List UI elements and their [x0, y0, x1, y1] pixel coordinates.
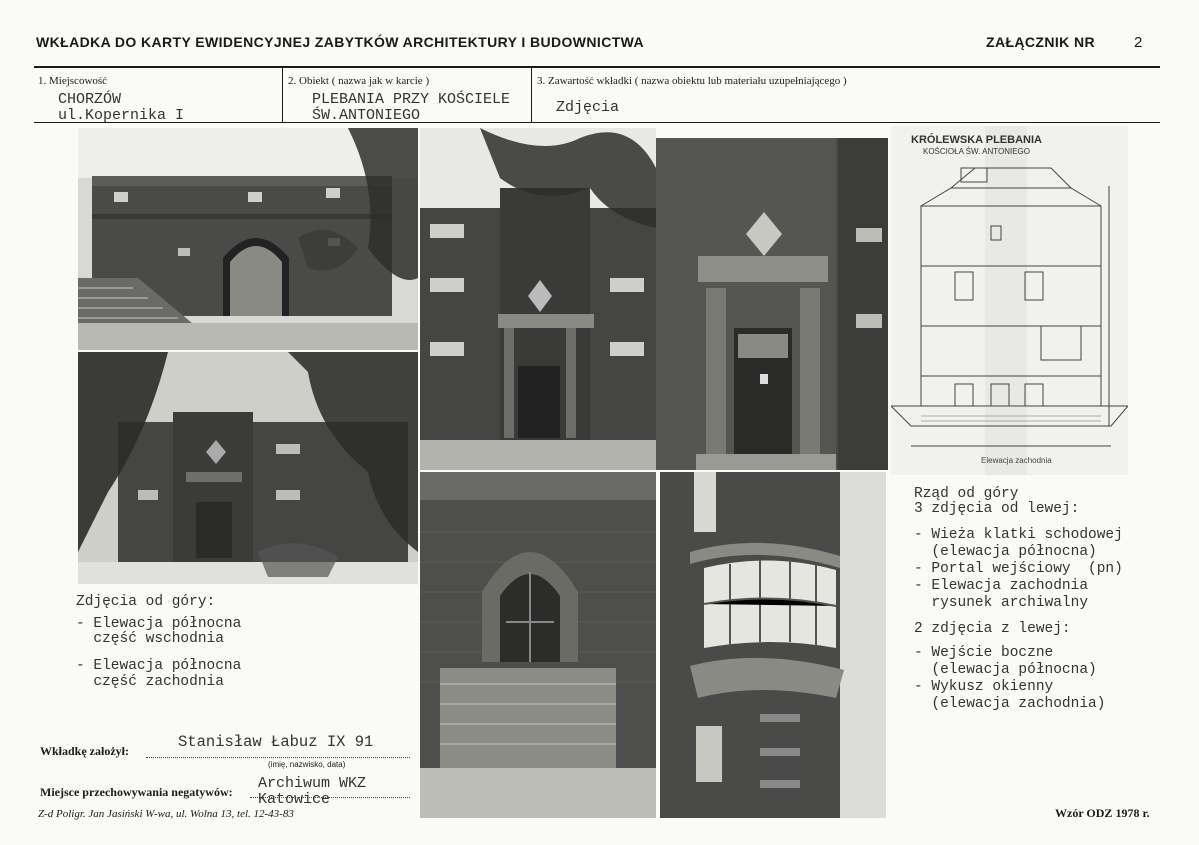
field-2-line-2: ŚW.ANTONIEGO: [312, 107, 421, 124]
caption-right-line-1: Rząd od góry: [914, 486, 1019, 502]
caption-right-line-5: - Portal wejściowy (pn): [914, 561, 1123, 577]
founder-hint: (imię, nazwisko, data): [268, 760, 346, 769]
field-2-line-1: PLEBANIA PRZY KOŚCIELE: [312, 91, 511, 108]
caption-right-line-3: - Wieża klatki schodowej: [914, 527, 1123, 543]
founder-dotline: [146, 757, 410, 758]
document-title: WKŁADKA DO KARTY EWIDENCYJNEJ ZABYTKÓW ARCHITEKTURY I BUDOWNICTWA: [36, 34, 645, 50]
caption-right-line-10: (elewacja północna): [914, 662, 1097, 678]
photo-bay-window: [660, 472, 886, 818]
field-3-label: 3. Zawartość wkładki ( nazwa obiektu lub materiału uzupełniającego ): [537, 75, 847, 87]
caption-right-line-2: 3 zdjęcia od lewej:: [914, 501, 1080, 517]
photo-north-elevation-east: [78, 128, 418, 350]
drawing-note: Elewacja zachodnia: [981, 456, 1052, 465]
founder-label: Wkładkę założył:: [40, 744, 129, 758]
caption-right-line-11: - Wykusz okienny: [914, 679, 1054, 695]
drawing-title: KRÓLEWSKA PLEBANIA: [911, 134, 1042, 146]
photo-side-entrance: [420, 472, 656, 818]
caption-left-heading: Zdjęcia od góry:: [76, 594, 216, 610]
caption-right-line-8: 2 zdjęcia z lewej:: [914, 621, 1071, 637]
caption-right-line-9: - Wejście boczne: [914, 645, 1054, 661]
header-rule-bottom: [34, 122, 1160, 123]
photo-north-elevation-west: [78, 352, 418, 584]
printer-info: Z-d Poligr. Jan Jasiński W-wa, ul. Wolna 13, tel. 12-43-83: [38, 808, 294, 820]
caption-right-line-7: rysunek archiwalny: [914, 595, 1089, 611]
caption-right-line-4: (elewacja północna): [914, 544, 1097, 560]
photo-entrance-portal: [656, 138, 888, 470]
storage-line-2: Katowice: [258, 791, 331, 808]
field-1-label: 1. Miejscowość: [38, 75, 108, 87]
archive-drawing-west-elevation: [891, 126, 1128, 475]
caption-left-item-2-line-2: część zachodnia: [76, 674, 224, 690]
field-1-line-1: CHORZÓW: [58, 91, 122, 108]
caption-left-item-1-line-1: - Elewacja północna: [76, 616, 242, 632]
annex-label: ZAŁĄCZNIK NR: [986, 34, 1096, 50]
form-code: Wzór ODZ 1978 r.: [1055, 806, 1150, 820]
caption-left-item-2-line-1: - Elewacja północna: [76, 658, 242, 674]
caption-left-item-1-line-2: część wschodnia: [76, 631, 224, 647]
field-divider-1: [282, 68, 283, 122]
field-divider-2: [531, 68, 532, 122]
drawing-subtitle: KOŚCIOŁA ŚW. ANTONIEGO: [923, 147, 1030, 156]
caption-right-line-12: (elewacja zachodnia): [914, 696, 1106, 712]
founder-value: Stanisław Łabuz IX 91: [178, 733, 374, 751]
storage-label: Miejsce przechowywania negatywów:: [40, 785, 233, 799]
photo-staircase-tower: [420, 128, 656, 470]
storage-line-1: Archiwum WKZ: [258, 775, 367, 792]
field-3-value: Zdjęcia: [556, 99, 620, 116]
caption-right-line-6: - Elewacja zachodnia: [914, 578, 1089, 594]
annex-number: 2: [1134, 34, 1143, 51]
field-1-line-2: ul.Kopernika I: [58, 107, 185, 124]
field-2-label: 2. Obiekt ( nazwa jak w karcie ): [288, 75, 430, 87]
header-rule-top: [34, 66, 1160, 68]
